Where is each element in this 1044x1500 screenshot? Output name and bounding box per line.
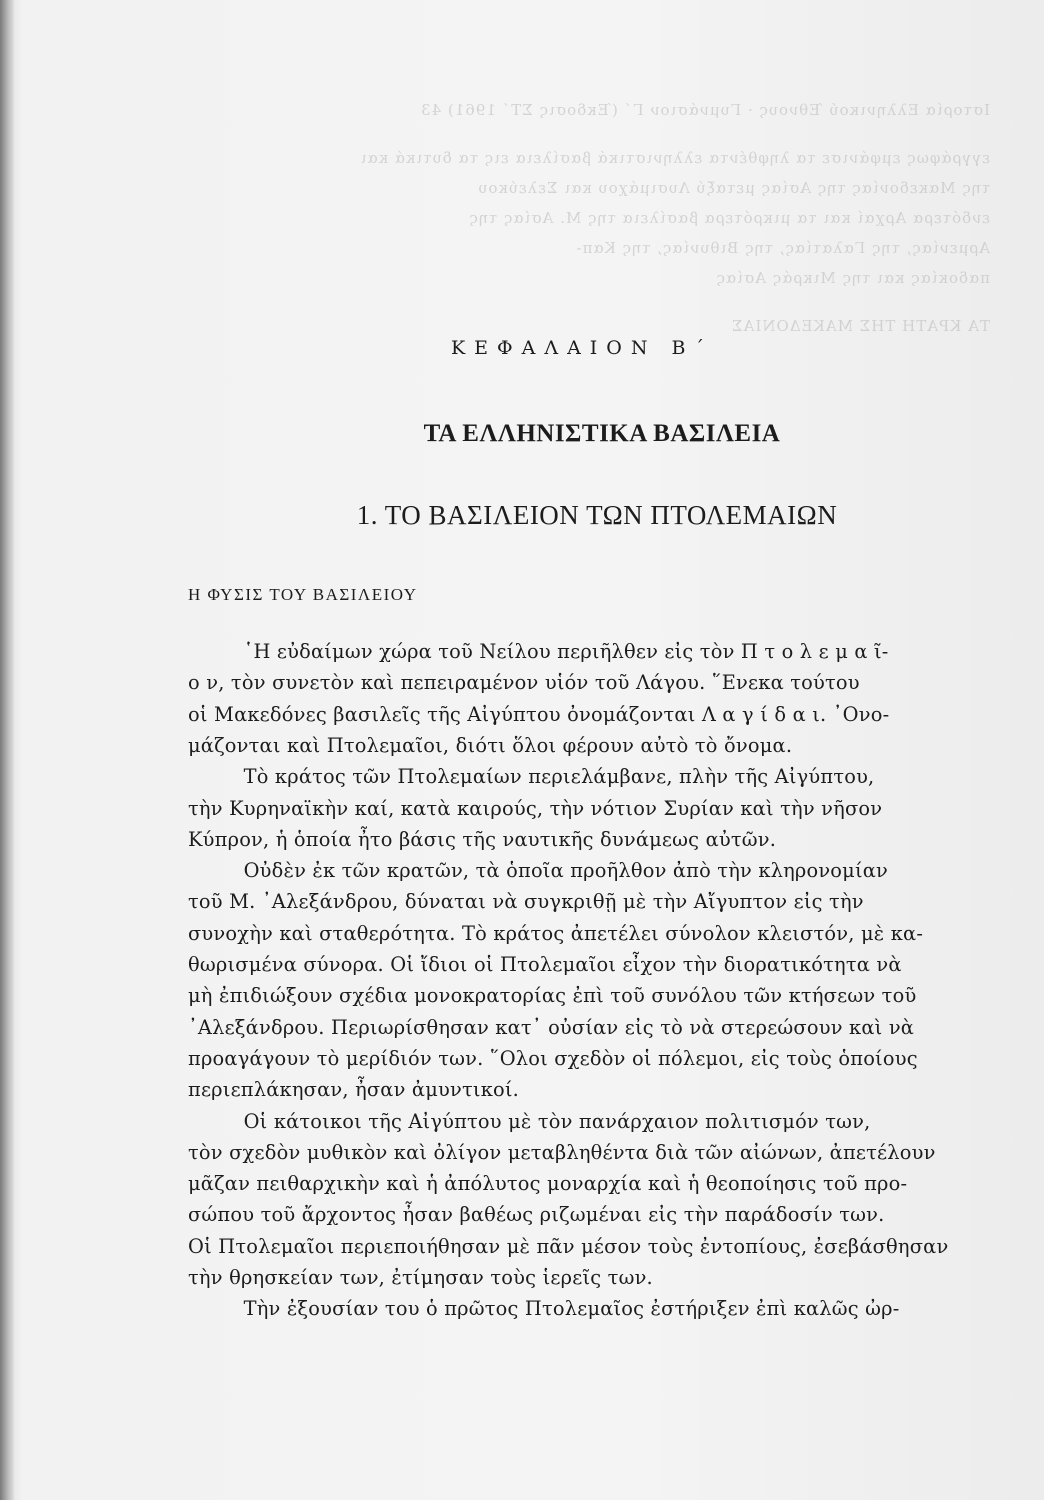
bleed-through-text [170, 95, 990, 341]
body-line: προαγάγουν τὸ μερίδιόν των. ῞Ολοι σχεδὸν οἱ πόλεμοι, εἰς τοὺς ὁποίους [188, 1047, 918, 1070]
bleed-line: ενδότερα Αρχαί και τα μικρότερα βασίλεια της Μ. Ασίας της [468, 209, 990, 227]
body-line: τὴν Κυρηναϊκὴν καί, κατὰ καιρούς, τὴν νότιον Συρίαν καὶ τὴν νῆσον [188, 797, 883, 820]
body-line: ᾿Αλεξάνδρου. Περιωρίσθησαν κατ᾿ οὐσίαν εἰς τὸ νὰ στερεώσουν καὶ νὰ [188, 1016, 915, 1039]
body-line: ο ν, τὸν συνετὸν καὶ πεπειραμένον υἱόν τοῦ Λάγου. ῞Ενεκα τούτου [188, 671, 860, 694]
body-line: μὴ ἐπιδιώξουν σχέδια μονοκρατορίας ἐπὶ τοῦ συνόλου τῶν κτήσεων τοῦ [188, 984, 917, 1007]
bleed-line: Ιστορία Ελληνικού Έθνους · Γυμνάσιον Γ΄ (Έκδοσις ΣΤ΄ 1961) 43 [420, 101, 990, 119]
bleed-line: της Μακεδονίας της Ασίας μεταξύ Λυσιμάχου και Σελεύκου [477, 179, 990, 197]
body-line: μάζονται καὶ Πτολεμαῖοι, διότι ὅλοι φέρουν αὐτὸ τὸ ὄνομα. [188, 734, 793, 757]
bleed-line: παδοκίας και της Μικράς Ασίας [715, 269, 990, 287]
body-line: Τὴν ἐξουσίαν του ὁ πρῶτος Πτολεμαῖος ἐστήριξεν ἐπὶ καλῶς ὠρ- [243, 1297, 900, 1320]
body-line: Οἱ κάτοικοι τῆς Αἰγύπτου μὲ τὸν πανάρχαιον πολιτισμόν των, [243, 1110, 871, 1133]
body-line: μᾶζαν πειθαρχικὴν καὶ ἡ ἀπόλυτος μοναρχία καὶ ἡ θεοποίησις τοῦ προ- [188, 1172, 908, 1195]
chapter-label: ΚΕΦΑΛΑΙΟΝ Β΄ [450, 337, 713, 359]
body-line: περιεπλάκησαν, ἦσαν ἀμυντικοί. [188, 1078, 520, 1101]
body-line: θωρισμένα σύνορα. Οἱ ἴδιοι οἱ Πτολεμαῖοι εἶχον τὴν διορατικότητα νὰ [188, 953, 902, 976]
body-line: Οὐδὲν ἐκ τῶν κρατῶν, τὰ ὁποῖα προῆλθον ἀπὸ τὴν κληρονομίαν [243, 859, 888, 882]
chapter-title: ΤΑ ΕΛΛΗΝΙΣΤΙΚΑ ΒΑΣΙΛΕΙΑ [423, 420, 781, 447]
body-line: τοῦ Μ. ᾿Αλεξάνδρου, δύναται νὰ συγκριθῇ μὲ τὴν Αἴγυπτον εἰς τὴν [188, 890, 864, 913]
body-line: Οἱ Πτολεμαῖοι περιεποιήθησαν μὲ πᾶν μέσον τοὺς ἐντοπίους, ἐσεβάσθησαν [188, 1235, 949, 1258]
section-title: 1. ΤΟ ΒΑΣΙΛΕΙΟΝ ΤΩΝ ΠΤΟΛΕΜΑΙΩΝ [356, 500, 838, 530]
body-line: οἱ Μακεδόνες βασιλεῖς τῆς Αἰγύπτου ὀνομάζονται Λ α γ ί δ α ι. ᾿Ονο- [188, 703, 890, 726]
bleed-line: ΤΑ ΚΡΑΤΗ ΤΗΣ ΜΑΚΕΔΟΝΙΑΣ [730, 317, 990, 335]
bleed-line: Αρμενίας, της Γαλατίας, της Βιθυνίας, της Καπ- [575, 239, 990, 257]
bleed-line: εγγράφως εμφάνισε τα ληφθέντα ελληνιστικά βασίλεια εις τα δυτικά και [359, 149, 990, 167]
body-line: σώπου τοῦ ἄρχοντος ἦσαν βαθέως ριζωμέναι εἰς τὴν παράδοσίν των. [188, 1203, 885, 1226]
section-subheading: Η ΦΥΣΙΣ ΤΟΥ ΒΑΣΙΛΕΙΟΥ [188, 585, 418, 604]
body-line: ῾Η εὐδαίμων χώρα τοῦ Νείλου περιῆλθεν εἰς τὸν Π τ ο λ ε μ α ῖ- [243, 640, 889, 663]
body-line: συνοχὴν καὶ σταθερότητα. Τὸ κράτος ἀπετέλει σύνολον κλειστόν, μὲ κα- [188, 922, 924, 945]
body-line: τὸν σχεδὸν μυθικὸν καὶ ὀλίγον μεταβληθέντα διὰ τῶν αἰώνων, ἀπετέλουν [188, 1141, 936, 1164]
body-line: τὴν θρησκείαν των, ἐτίμησαν τοὺς ἱερεῖς των. [188, 1266, 653, 1289]
body-line: Τὸ κράτος τῶν Πτολεμαίων περιελάμβανε, πλὴν τῆς Αἰγύπτου, [243, 765, 875, 788]
body-line: Κύπρον, ἡ ὁποία ἦτο βάσις τῆς ναυτικῆς δυνάμεως αὐτῶν. [188, 828, 777, 851]
binding-edge [0, 0, 14, 1500]
